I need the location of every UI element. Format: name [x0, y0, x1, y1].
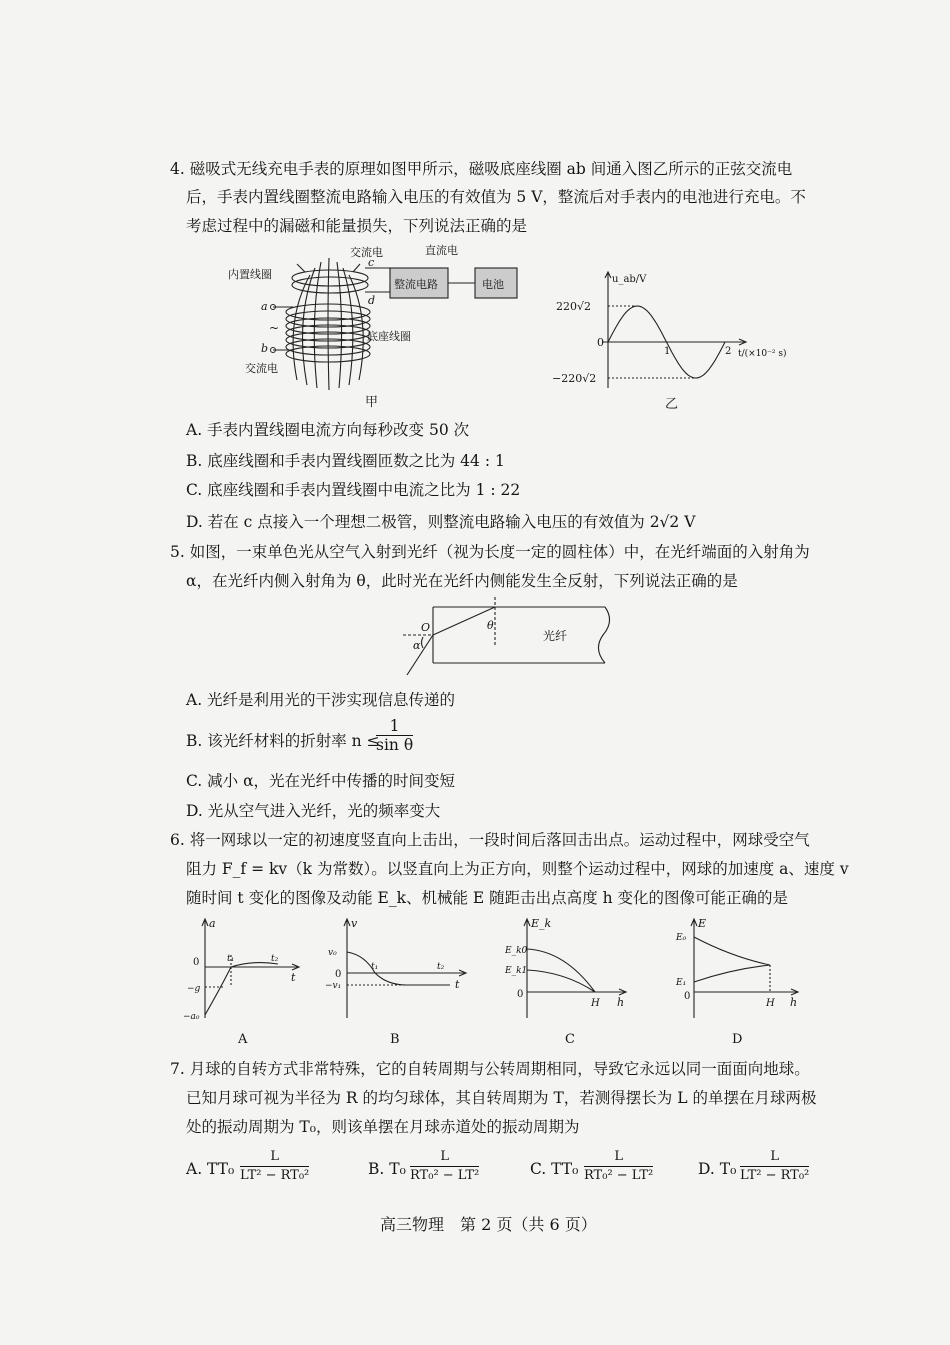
- graph-c-ylabel: E_k: [531, 917, 552, 930]
- graph-d-e1: E₁: [676, 978, 687, 988]
- graph-a: [183, 915, 318, 1050]
- q7-d-num: L: [740, 1148, 809, 1167]
- base-coil-label: 底座线圈: [367, 330, 411, 343]
- graph-c-ek0: E_k0: [505, 946, 528, 956]
- graph-a-a0: −a₀: [183, 1012, 200, 1022]
- graph-a-xlabel: t: [291, 971, 296, 984]
- graph-d-origin: 0: [684, 991, 691, 1002]
- q7-option-b-prefix: B. T₀: [368, 1160, 406, 1178]
- q4-option-c: C. 底座线圈和手表内置线圈中电流之比为 1 : 22: [186, 481, 521, 499]
- q5-line1: 5. 如图，一束单色光从空气入射到光纤（视为长度一定的圆柱体）中，在光纤端面的入射角为: [170, 543, 810, 561]
- graph-b-caption: B: [390, 1032, 400, 1047]
- q7-option-d-fraction: [740, 1148, 809, 1185]
- q7-line2: 已知月球可视为半径为 R 的均匀球体，其自转周期为 T，若测得摆长为 L 的单摆在月球两极: [186, 1089, 817, 1107]
- graph-d-xlabel: h: [790, 996, 798, 1009]
- q5-b-den: sin θ: [376, 736, 414, 754]
- graph-c-caption: C: [565, 1032, 575, 1047]
- figure-yi: [550, 268, 805, 413]
- graph-a-ylabel: a: [209, 917, 216, 930]
- graph-a-origin: 0: [193, 957, 200, 968]
- graph-c-ek1: E_k1: [505, 966, 528, 976]
- graph-d-caption: D: [732, 1032, 743, 1047]
- q5-option-c: C. 减小 α，光在光纤中传播的时间变短: [186, 772, 456, 790]
- ac-label-bottom: 交流电: [245, 362, 278, 375]
- graph-b-origin: 0: [335, 969, 342, 980]
- graph-b-v0: v₀: [328, 948, 337, 958]
- graph-a-g: −g: [187, 984, 201, 994]
- ac-label-top: 交流电: [350, 246, 383, 259]
- q7-d-den: LT² − RT₀²: [740, 1168, 810, 1183]
- q7-a-num: L: [240, 1148, 309, 1167]
- q7-line1: 7. 月球的自转方式非常特殊，它的自转周期与公转周期相同，导致它永远以同一面面向地球。: [170, 1060, 810, 1078]
- fiber-alpha: α: [413, 639, 421, 652]
- q7-option-a-fraction: [240, 1148, 309, 1185]
- rectifier-label: 整流电路: [394, 278, 438, 291]
- q5-option-d: D. 光从空气进入光纤，光的频率变大: [186, 802, 441, 820]
- q4-option-d: D. 若在 c 点接入一个理想二极管，则整流电路输入电压的有效值为 2√2 V: [186, 513, 696, 531]
- inner-coil-label: 内置线圈: [228, 268, 272, 281]
- dc-label: 直流电: [425, 244, 458, 257]
- graph-c: [505, 915, 635, 1050]
- q6-line1: 6. 将一网球以一定的初速度竖直向上击出，一段时间后落回击出点。运动过程中，网球受空气: [170, 831, 810, 849]
- graph-d-h: H: [766, 998, 775, 1009]
- graph-a-caption: A: [238, 1032, 248, 1047]
- graph-b-t2: t₂: [437, 962, 445, 972]
- q5-option-a: A. 光纤是利用光的干涉实现信息传递的: [186, 691, 456, 709]
- caption-jia: 甲: [365, 395, 379, 410]
- fiber-label: 光纤: [543, 629, 568, 643]
- q5-option-b-fraction: [376, 717, 413, 754]
- graph-d-e0: E₀: [676, 933, 687, 943]
- q4-option-b: B. 底座线圈和手表内置线圈匝数之比为 44 : 1: [186, 452, 505, 470]
- yi-ymax: 220√2: [556, 300, 592, 313]
- point-c: c: [368, 256, 375, 269]
- graph-a-t1: t₁: [227, 954, 235, 964]
- graph-a-t2: t₂: [271, 954, 279, 964]
- graph-c-h: H: [591, 998, 600, 1009]
- q7-line3: 处的振动周期为 T₀，则该单摆在月球赤道处的振动周期为: [186, 1118, 580, 1136]
- caption-yi: 乙: [665, 397, 679, 412]
- figure-jia: [225, 240, 535, 410]
- q6-line2: 阻力 F_f = kv（k 为常数）。以竖直向上为正方向，则整个运动过程中，网球的加速度 a、速度 v: [186, 860, 849, 878]
- q5-line2: α，在光纤内侧入射角为 θ，此时光在光纤内侧能发生全反射，下列说法正确的是: [186, 572, 738, 590]
- q7-b-num: L: [410, 1148, 479, 1167]
- q7-option-c-prefix: C. TT₀: [530, 1160, 579, 1178]
- battery-label: 电池: [482, 278, 504, 291]
- q7-c-den: RT₀² − LT²: [584, 1168, 654, 1183]
- q7-c-num: L: [584, 1148, 653, 1167]
- graph-d: [672, 915, 807, 1050]
- yi-t1: 1: [664, 346, 671, 357]
- q7-option-c-fraction: [584, 1148, 653, 1185]
- yi-origin: 0: [597, 336, 604, 349]
- q7-option-b-fraction: [410, 1148, 479, 1185]
- yi-ymin: −220√2: [552, 372, 597, 385]
- graph-c-xlabel: h: [617, 996, 625, 1009]
- q4-line2: 后，手表内置线圈整流电路输入电压的有效值为 5 V，整流后对手表内的电池进行充电。不: [186, 188, 806, 206]
- q6-line3: 随时间 t 变化的图像及动能 E_k、机械能 E 随距击出点高度 h 变化的图像可能正确的是: [186, 889, 788, 907]
- q7-option-a-prefix: A. TT₀: [186, 1160, 235, 1178]
- yi-t2: 2: [725, 346, 732, 357]
- yi-xlabel: t/(×10⁻² s): [738, 349, 787, 359]
- point-d: d: [368, 294, 376, 307]
- q4-line1: 4. 磁吸式无线充电手表的原理如图甲所示，磁吸底座线圈 ab 间通入图乙所示的正弦交流电: [170, 160, 793, 178]
- q5-option-b-prefix: B. 该光纤材料的折射率 n ≤: [186, 732, 380, 750]
- graph-b-v1: −v₁: [325, 981, 342, 991]
- graph-b: [325, 915, 470, 1050]
- q5-b-num: 1: [376, 717, 413, 736]
- point-a: a: [261, 300, 268, 313]
- yi-ylabel: u_ab/V: [612, 274, 647, 285]
- graph-c-origin: 0: [517, 989, 524, 1000]
- q7-option-d-prefix: D. T₀: [698, 1160, 737, 1178]
- page-footer: 高三物理 第 2 页（共 6 页）: [380, 1215, 597, 1234]
- q7-b-den: RT₀² − LT²: [410, 1168, 480, 1183]
- figure-fiber: [395, 595, 635, 685]
- graph-d-ylabel: E: [698, 917, 707, 930]
- graph-b-t1: t₁: [371, 962, 379, 972]
- graph-b-ylabel: v: [351, 917, 358, 930]
- ac-tilde: ~: [269, 321, 280, 335]
- point-b: b: [261, 342, 269, 355]
- q7-a-den: LT² − RT₀²: [240, 1168, 310, 1183]
- q4-option-a: A. 手表内置线圈电流方向每秒改变 50 次: [186, 421, 470, 439]
- q4-line3: 考虑过程中的漏磁和能量损失，下列说法正确的是: [186, 217, 528, 235]
- fiber-theta: θ: [487, 619, 494, 632]
- fiber-point-o: O: [421, 621, 431, 634]
- graph-b-xlabel: t: [455, 978, 460, 991]
